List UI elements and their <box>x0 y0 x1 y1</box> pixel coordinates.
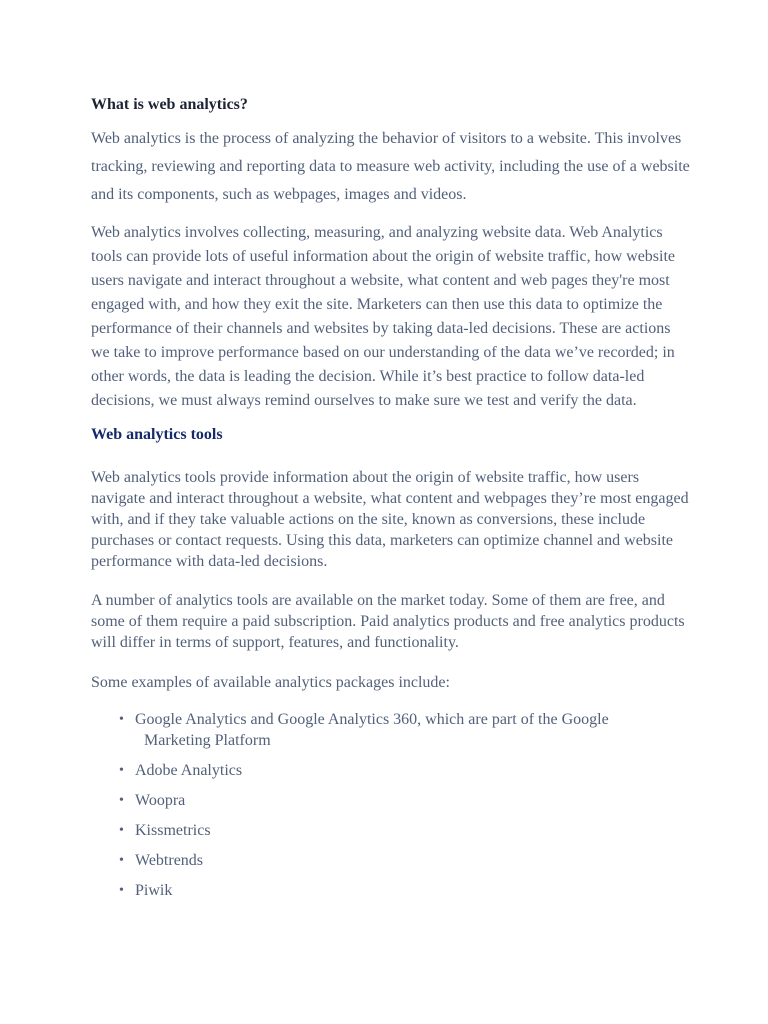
bullet-icon: • <box>119 883 124 898</box>
bullet-icon: • <box>119 763 124 778</box>
list-item-text: Piwik <box>135 882 173 899</box>
examples-intro: Some examples of available analytics packages include: <box>91 674 450 691</box>
document-content <box>91 93 691 910</box>
page-title: What is web analytics? <box>91 96 248 113</box>
list-item-woopra <box>91 790 691 811</box>
bullet-icon: • <box>119 793 124 808</box>
list-item-text: Adobe Analytics <box>135 762 243 779</box>
list-item-piwik <box>91 880 691 901</box>
market-paragraph: A number of analytics tools are available on the market today. Some of them are free, and some of them require a paid subscription. Paid analytics products and free analytics products will differ in terms of support, features, and functionality. <box>91 592 685 651</box>
list-item-adobe-analytics <box>91 760 691 781</box>
list-item-text-continued: Marketing Platform <box>144 732 271 749</box>
intro-paragraph: Web analytics is the process of analyzing the behavior of visitors to a website. This involves tracking, reviewing and reporting data to measure web activity, including the use of a website and its components, such as webpages, images and videos. <box>91 130 690 203</box>
analytics-tools-list <box>91 709 691 901</box>
definition-paragraph: Web analytics involves collecting, measuring, and analyzing website data. Web Analytics tools can provide lots of useful information about the origin of website traffic, how website users navigate and interact throughout a website, what content and web pages they're most engaged with, and how they exit the site. Marketers can then use this data to optimize the performance of their channels and websites by taking data-led decisions. These are actions we take to improve performance based on our understanding of the data we’ve recorded; in other words, the data is leading the decision. While it’s best practice to follow data-led decisions, we must always remind ourselves to make sure we test and verify the data. <box>91 224 676 409</box>
list-item-text: Webtrends <box>135 852 204 869</box>
list-item-text: Woopra <box>135 792 186 809</box>
bullet-icon: • <box>119 823 124 838</box>
tools-heading: Web analytics tools <box>91 426 223 443</box>
list-item-webtrends <box>91 850 691 871</box>
bullet-icon: • <box>119 712 124 727</box>
list-item-text: Kissmetrics <box>135 822 211 839</box>
tools-paragraph: Web analytics tools provide information about the origin of website traffic, how users navigate and interact throughout a website, what content and webpages they’re most engaged with, and if they take valuable actions on the site, known as conversions, these include purchases or contact requests. Using this data, marketers can optimize channel and website performance with data-led decisions. <box>91 469 689 570</box>
bullet-icon: • <box>119 853 124 868</box>
list-item-text: Google Analytics and Google Analytics 360, which are part of the Google <box>135 711 609 728</box>
list-item-google-analytics <box>91 709 691 751</box>
list-item-kissmetrics <box>91 820 691 841</box>
